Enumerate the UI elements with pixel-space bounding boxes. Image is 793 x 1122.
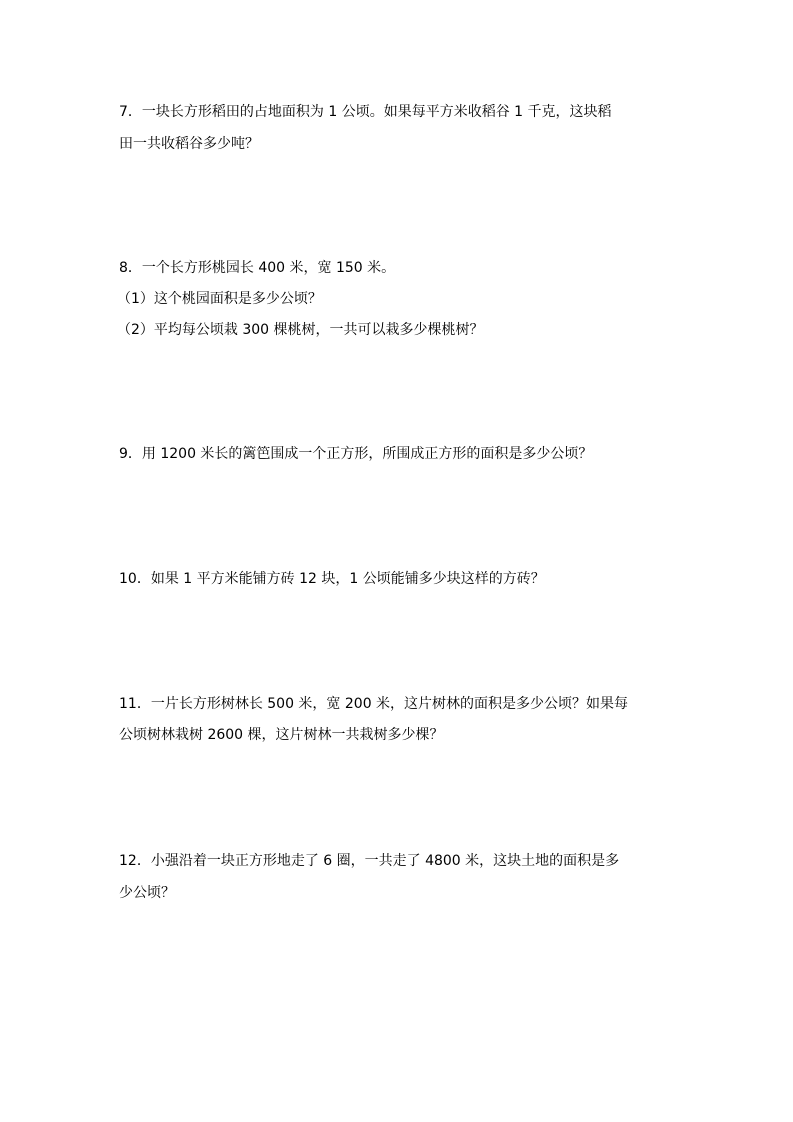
- question-7-line-2: 田一共收稻谷多少吨？: [119, 136, 259, 152]
- question-11-line-2: 公顷树林栽树 2600 棵，这片树林一共栽树多少棵？: [119, 727, 444, 743]
- question-8-line-1: 8．一个长方形桃园长 400 米，宽 150 米。: [119, 260, 396, 276]
- question-12-line-2: 少公顷？: [119, 885, 175, 901]
- question-9-line-1: 9．用 1200 米长的篱笆围成一个正方形，所围成正方形的面积是多少公顷？: [119, 446, 593, 462]
- question-10-line-1: 10．如果 1 平方米能铺方砖 12 块，1 公顷能铺多少块这样的方砖？: [119, 571, 545, 587]
- question-8-part-2: （2）平均每公顷栽 300 棵桃树，一共可以栽多少棵桃树？: [117, 322, 484, 338]
- question-11-line-1: 11．一片长方形树林长 500 米，宽 200 米，这片树林的面积是多少公顷？如果每: [119, 696, 629, 712]
- question-8-part-1: （1）这个桃园面积是多少公顷？: [117, 291, 322, 307]
- question-12-line-1: 12．小强沿着一块正方形地走了 6 圈，一共走了 4800 米，这块土地的面积是多: [119, 853, 620, 869]
- question-7-line-1: 7．一块长方形稻田的占地面积为 1 公顷。如果每平方米收稻谷 1 千克，这块稻: [119, 104, 612, 120]
